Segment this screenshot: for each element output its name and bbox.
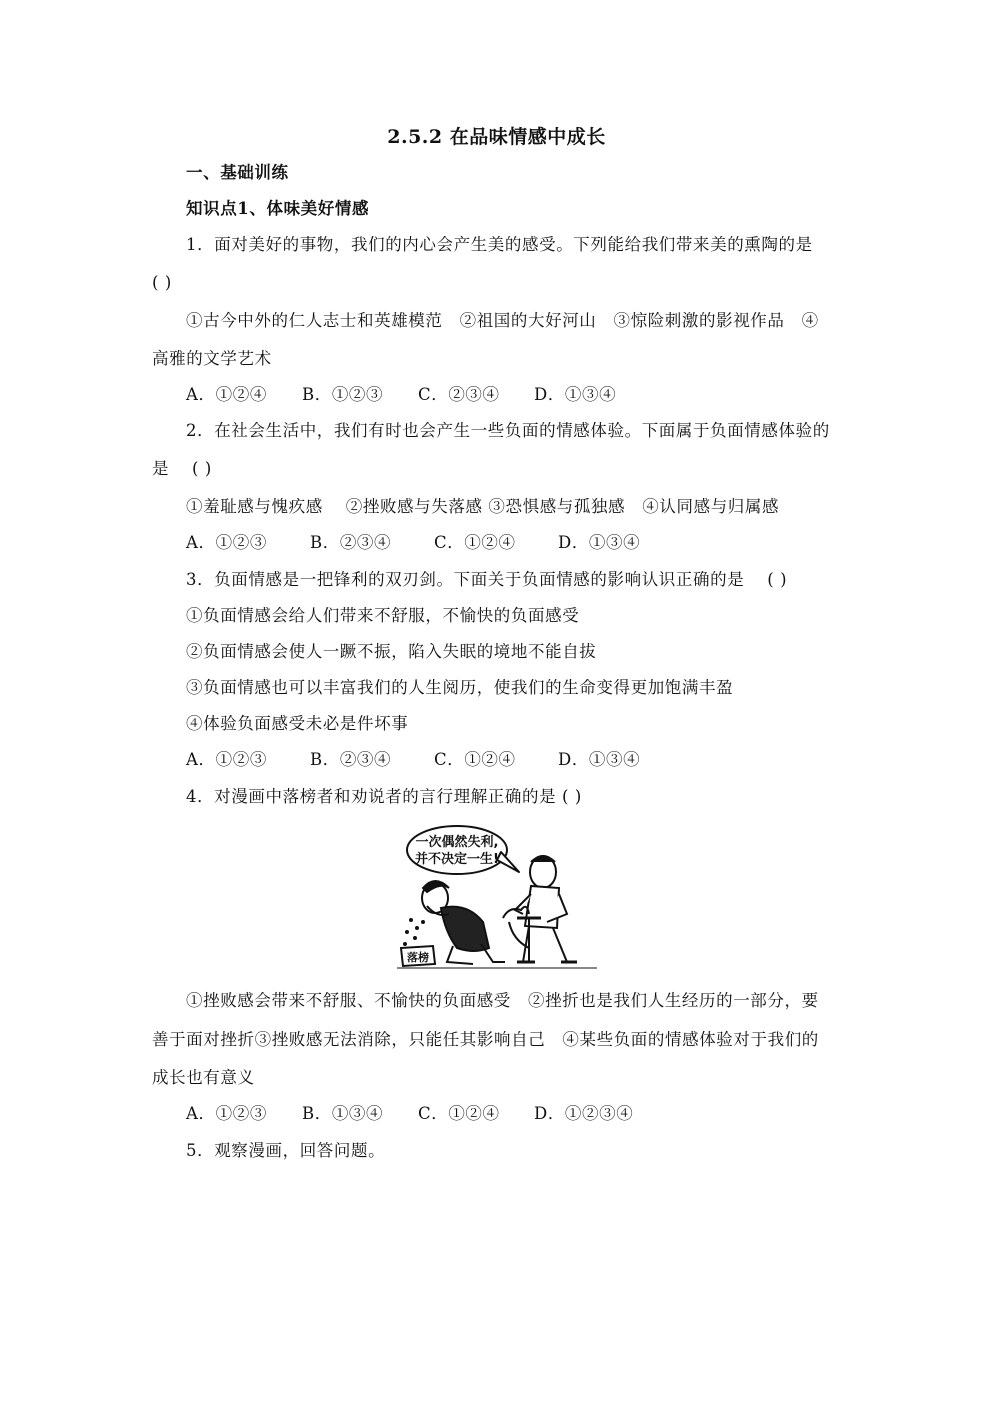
q3-stem: 3．负面情感是一把锋利的双刃剑。下面关于负面情感的影响认识正确的是 ( ) [186, 570, 788, 589]
knowledge-point-heading: 知识点1、体味美好情感 [186, 199, 370, 218]
q5-stem: 5．观察漫画，回答问题。 [186, 1141, 386, 1160]
q1-stem-line1: 1．面对美好的事物，我们的内心会产生美的感受。下列能给我们带来美的熏陶的是 [186, 235, 813, 254]
bubble-line-1: 一次偶然失利, [415, 835, 499, 850]
q1-options [186, 384, 616, 406]
speech-bubble-tail [497, 852, 519, 872]
q2-option-a: A．①②③ [186, 533, 267, 552]
q3-option-a: A．①②③ [186, 750, 267, 769]
q1-items-line1: ①古今中外的仁人志士和英雄模范 ②祖国的大好河山 ③惊险刺激的影视作品 ④ [186, 311, 819, 330]
q1-items-line2: 高雅的文学艺术 [152, 349, 272, 368]
q3-item-3: ③负面情感也可以丰富我们的人生阅历，使我们的生命变得更加饱满丰盈 [186, 678, 734, 697]
q3-item-1: ①负面情感会给人们带来不舒服，不愉快的负面感受 [186, 606, 580, 625]
q2-stem-line1: 2．在社会生活中，我们有时也会产生一些负面的情感体验。下面属于负面情感体验的 [186, 421, 830, 440]
q4-option-d: D．①②③④ [534, 1104, 634, 1123]
q2-options [186, 532, 640, 554]
tear-drops [403, 918, 425, 946]
q4-stem: 4．对漫画中落榜者和劝说者的言行理解正确的是 ( ) [186, 787, 582, 806]
q4-options [186, 1103, 633, 1125]
q4-items-line3: 成长也有意义 [152, 1068, 255, 1087]
page-title: 2.5.2 在品味情感中成长 [387, 126, 606, 148]
q2-items: ①羞耻感与愧疚感 ②挫败感与失落感 ③恐惧感与孤独感 ④认同感与归属感 [186, 497, 780, 516]
q1-stem-line2: ( ) [152, 273, 172, 292]
q4-items-line1: ①挫败感会带来不舒服、不愉快的负面感受 ②挫折也是我们人生经历的一部分，要 [186, 991, 819, 1010]
q3-options [186, 749, 640, 771]
cartoon-image [397, 822, 597, 970]
q4-option-c: C．①②④ [418, 1104, 500, 1123]
q2-stem-line2: 是 ( ) [152, 459, 212, 478]
q1-option-a: A．①②④ [186, 385, 267, 404]
sign-text: 落榜 [407, 951, 429, 964]
q1-option-b: B．①②③ [302, 385, 384, 404]
q4-option-b: B．①③④ [302, 1104, 384, 1123]
q3-item-2: ②负面情感会使人一蹶不振，陷入失眠的境地不能自拔 [186, 642, 597, 661]
failed-exam-sign [401, 946, 435, 966]
q4-items-line2: 善于面对挫折③挫败感无法消除，只能任其影响自己 ④某些负面的情感体验对于我们的 [152, 1030, 819, 1049]
q2-option-d: D．①③④ [558, 533, 641, 552]
q1-option-d: D．①③④ [534, 385, 617, 404]
q3-option-b: B．②③④ [310, 750, 392, 769]
q3-item-4: ④体验负面感受未必是件坏事 [186, 714, 409, 733]
q4-option-a: A．①②③ [186, 1104, 267, 1123]
q3-option-c: C．①②④ [434, 750, 516, 769]
q2-option-b: B．②③④ [310, 533, 392, 552]
q1-option-c: C．②③④ [418, 385, 500, 404]
section-heading: 一、基础训练 [186, 163, 289, 182]
bubble-line-2: 并不决定一生! [415, 852, 499, 867]
q3-option-d: D．①③④ [558, 750, 641, 769]
q2-option-c: C．①②④ [434, 533, 516, 552]
